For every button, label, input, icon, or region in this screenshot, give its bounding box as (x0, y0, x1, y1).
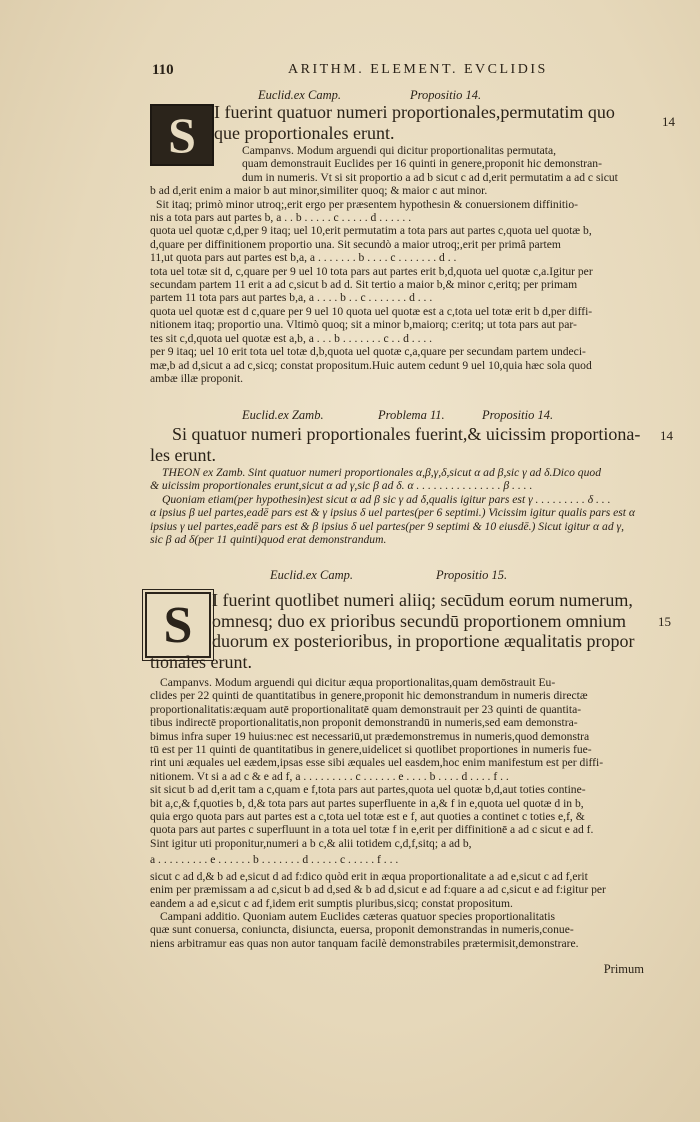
text-line: THEON ex Zamb. Sint quatuor numeri proportionales α,β,γ,δ,sicut α ad β,sic γ ad δ.Dico quod (162, 466, 601, 479)
proposition-label-1 (410, 88, 481, 103)
text-line: quam demonstrauit Euclides per 16 quinti in genere,proponit hic demonstran- (242, 157, 602, 171)
text-line: nis a tota pars aut partes b, a . . b . . . . . c . . . . . d . . . . . . (150, 211, 412, 225)
text-line: tota uel totæ sit d, c,quare per 9 uel 10 tota pars aut partes erit b,d,quota uel quotæ c,a.Igitur per (150, 264, 593, 278)
proposition-text: Propositio 14. (482, 408, 554, 422)
source-label-3 (270, 568, 353, 583)
text-line: Sit itaq; primò minor utroq;,erit ergo per præsentem hypothesin & conuersionem diffinitio- (156, 197, 579, 211)
text-line: Campanvs. Modum arguendi qui dicitur proportionalitas permutata, (242, 144, 557, 157)
text-line: ambæ illæ proponit. (150, 371, 244, 385)
page-header (0, 62, 700, 84)
text-line: tibus indirectē proportionalitatis,non proponit demonstrandū in numeris,sed eam demonstra- (150, 716, 578, 730)
text-line: eandem a ad e,sicut c ad f,idem erit sumptis pluribus,sicq; constat propositum. (150, 896, 513, 910)
body-1 (150, 144, 650, 385)
text-line: ipsius γ uel partes,eadē pars est & β ipsius δ uel partes(per 9 septimi & 10 eiusdē.) Sicut igitur α ad γ, (150, 519, 625, 533)
proposition-text: Propositio 15. (436, 568, 508, 582)
text-line: tes sit c,d,quota uel quotæ est a,b, a . . . b . . . . . . . c . . d . . . . (150, 331, 433, 345)
text-line: per 9 itaq; uel 10 erit tota uel totæ d,b,quota uel quotæ c,a,quare per secundam partem undeci- (150, 345, 586, 359)
heading-line: I fuerint quatuor numeri proportionales,permutatim quo (214, 102, 615, 122)
heading-3 (212, 590, 654, 652)
source-label-2 (242, 408, 324, 423)
text-line: Quoniam etiam(per hypothesin)est sicut α ad β sic γ ad δ,qualis igitur pars est γ . . . . . . . . . δ . . . (162, 492, 611, 506)
heading-1 (214, 102, 654, 143)
proposition-label-3 (436, 568, 507, 583)
text-line: sicut c ad d,& b ad e,sicut d ad f:dico quòd erit in æqua proportionalitate a ad e,sicut c ad f,erit (150, 869, 588, 883)
text-line: Sint igitur uti proponitur,numeri a b c,& alii totidem c,d,f,sitq; a ad b, (150, 836, 472, 850)
heading-line: les erunt. (150, 444, 216, 465)
initial-letter: S (168, 107, 196, 163)
heading-line: tionales erunt. (150, 652, 252, 672)
text-line: b ad d,erit enim a maior b aut minor,similiter quoq; & maior c aut minor. (150, 184, 488, 198)
text-line: bimus infra super 19 huius:nec est necessariū,ut prædemonstremus in numeris,quod demonstra (150, 729, 590, 743)
heading-line: que proportionales erunt. (214, 122, 395, 143)
text-line: rint uni æquales uel eædem,ipsas esse sibi æquales uel easdem,hoc enim manifestum est per diffi- (150, 756, 604, 770)
body-2 (150, 466, 650, 546)
text-line: quota uel quotæ c,d,per 9 itaq; uel 10,erit permutatim a tota pars aut partes c,quota uel quotæ b, (150, 224, 592, 238)
text-line: d,quare per diffinitionem proportio una. Sit secundò a maior utroq;,erit per primâ partem (150, 237, 561, 251)
heading-line: duorum ex posterioribus, in proportione æqualitatis propor (212, 631, 635, 651)
text-line: niens arbitramur eas quas non autor tanquam facilè demonstrabiles prætermisit,demonstrare. (150, 936, 579, 950)
margin-number-1: 14 (662, 114, 675, 129)
text-line: 11,ut quota pars aut partes est b,a, a . . . . . . . b . . . . c . . . . . . . d . . (150, 251, 457, 265)
decorated-initial-3 (145, 592, 211, 658)
heading-3-tail (150, 652, 650, 673)
problem-label-2 (378, 408, 445, 423)
folio-number: 110 (152, 62, 174, 78)
heading-2 (150, 424, 650, 465)
body-3 (150, 676, 650, 950)
text-line: Campani additio. Quoniam autem Euclides cæteras quatuor species proportionalitatis (160, 909, 556, 923)
source-text: Euclid.ex Zamb. (242, 408, 324, 422)
text-line: a . . . . . . . . . e . . . . . . b . . . . . . . d . . . . . c . . . . . f . . . (150, 853, 399, 867)
text-line: clides per 22 quinti de quantitatibus in genere,proponit hic demonstrandum in numeris directæ (150, 689, 588, 703)
text-line: tū est per 11 quinti de quantitatibus in genere,uidelicet si quotlibet proportiones in numeris fue- (150, 743, 592, 757)
catchword: Primum (603, 962, 644, 976)
margin-number-3: 15 (658, 614, 671, 629)
text-line: partem 11 tota pars aut partes b,a, a . . . . b . . c . . . . . . . d . . . (150, 291, 433, 305)
text-line: bit a,c,& f,quoties b, d,& tota pars aut partes superfluente in a,& f in e,quota uel quotæ d in b, (150, 796, 584, 810)
heading-line: Si quatuor numeri proportionales fuerint,& uicissim proportiona- (172, 424, 641, 444)
text-line: quota uel quotæ est d c,quare per 9 uel 10 quota uel quotæ est a c,tota uel totæ erit b d,per diffi- (150, 304, 593, 318)
text-line: sic β ad δ(per 11 quinti)quod erat demonstrandum. (150, 533, 387, 547)
proposition-label-2 (482, 408, 553, 423)
text-line: sit sicut b ad d,erit tam a c,quam e f,tota pars aut partes,quota uel quotæ b,d,aut toties contine- (150, 783, 586, 797)
text-line: Campanvs. Modum arguendi qui dicitur æqua proportionalitas,quam demōstrauit Eu- (160, 676, 556, 689)
text-line: dum in numeris. Vt si sit proportio a ad b sicut c ad d,erit permutatim a ad c sicut (242, 170, 618, 184)
running-title: ARITHM. ELEMENT. EVCLIDIS (288, 62, 548, 77)
text-line: secundam partem 11 erit a ad c,sicut b ad d. Sit tertio a maior b,& minor c,eritq; per primam (150, 278, 578, 292)
text-line: nitionem itaq; proportio una. Vltimò quoq; sit a minor b,maiorq; c:eritq; ut tota pars aut par- (150, 318, 577, 332)
text-line: nitionem. Vt si a ad c & e ad f, a . . . . . . . . . c . . . . . . e . . . . b . . . . d . . . . f . . (150, 769, 509, 783)
margin-number-2: 14 (660, 428, 673, 443)
heading-line: I fuerint quotlibet numeri aliiq; secūdum eorum numerum, (212, 590, 633, 610)
text-line: α ipsius β uel partes,eadē pars est & γ ipsius δ uel partes(per 6 septimi.) Vicissim igitur qualis pars est α (150, 506, 635, 520)
text-line: proportionalitatis:æquam autē proportionalitatē quam demonstrauit per 23 quinti de quantita- (150, 702, 582, 716)
heading-line: omnesq; duo ex prioribus secundū proportionem omnium (212, 610, 626, 631)
text-line: & uicissim proportionales erunt,sicut α ad γ,sic β ad δ. α . . . . . . . . . . . . . . . β . . . . (150, 479, 533, 493)
source-text: Euclid.ex Camp. (258, 88, 341, 102)
text-line: quæ sunt conuersa, coniuncta, disiuncta, euersa, proponit demonstrandas in numeris,conue- (150, 923, 574, 937)
source-label-1 (258, 88, 341, 103)
proposition-text: Propositio 14. (410, 88, 482, 102)
text-line: enim per præmissam a ad c,sicut b ad d,sed & b ad d,sicut e ad f:quare a ad c,sicut e ad f:igitur per (150, 883, 606, 897)
initial-letter: S (163, 596, 193, 654)
text-line: mæ,b ad d,sicut a ad c,sicq; constat propositum.Huic autem cedunt 9 uel 10,quia hæc sola quod (150, 358, 592, 372)
text-line: quota pars aut partes c superfluunt in a tota uel totæ f in e,erit per diffinitionē a ad c sicut e ad f. (150, 823, 594, 837)
text-line: quia ergo quota pars aut partes est a c,tota uel totæ est e f, aut quoties a continet c toties e,f, & (150, 810, 585, 824)
source-text: Euclid.ex Camp. (270, 568, 353, 582)
problem-text: Problema 11. (378, 408, 445, 422)
